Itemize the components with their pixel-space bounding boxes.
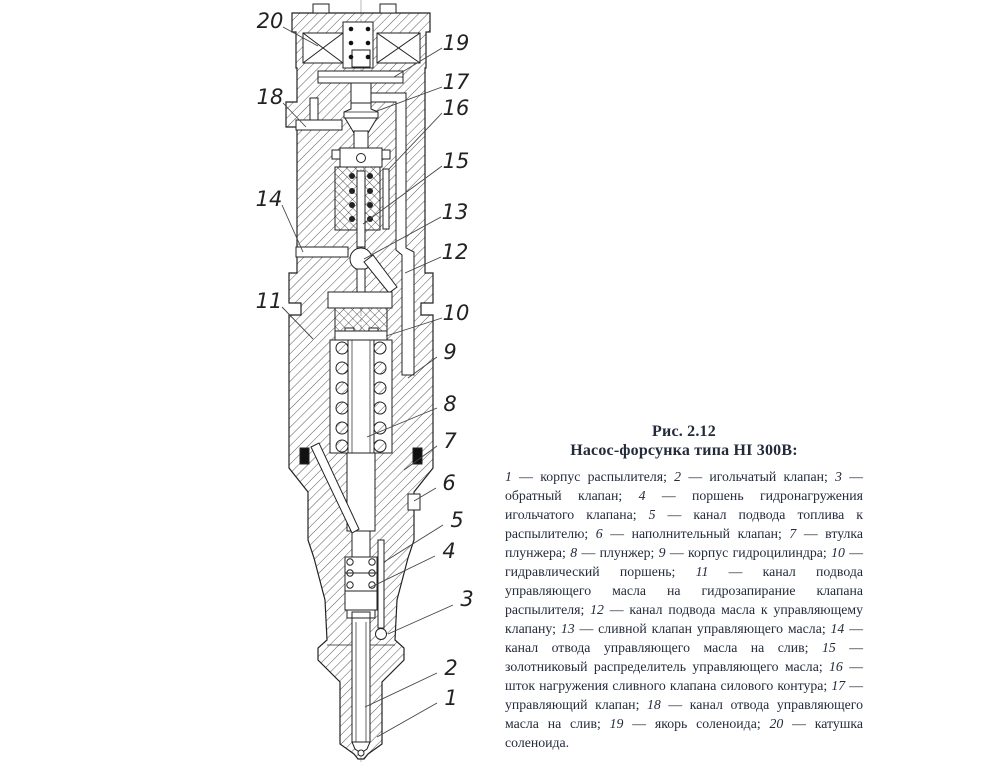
legend-item-num: 18: [647, 697, 661, 712]
callout-13: 13: [441, 200, 469, 224]
callout-4: 4: [442, 539, 456, 563]
legend-item-num: 9: [658, 545, 666, 560]
legend-item-num: 14: [830, 621, 845, 636]
callout-5: 5: [450, 508, 464, 532]
callout-6: 6: [442, 471, 456, 495]
callout-1: 1: [444, 686, 458, 710]
figure-title: Насос-форсунка типа HI 300В:: [570, 442, 798, 459]
callout-19: 19: [442, 31, 470, 55]
legend-item-num: 1: [505, 469, 512, 484]
callout-2: 2: [444, 656, 458, 680]
leader-line-1: [377, 703, 437, 737]
legend-item-num: 12: [590, 602, 604, 617]
callout-8: 8: [443, 392, 457, 416]
drain-channel-mid: [296, 247, 348, 257]
legend-item-num: 16: [829, 659, 843, 674]
filling-valve: [408, 494, 420, 510]
legend-item-num: 19: [609, 716, 624, 731]
figure-caption: [505, 423, 863, 752]
callout-3: 3: [460, 587, 474, 611]
callout-7: 7: [443, 429, 457, 453]
seal-right: [413, 448, 422, 464]
hydraulic-piston: [328, 292, 392, 340]
figure-label: Рис. 2.12: [652, 423, 716, 440]
legend-item-num: 8: [570, 545, 578, 560]
callout-15: 15: [442, 149, 470, 173]
callout-11: 11: [255, 289, 283, 313]
legend-item-num: 3: [835, 469, 842, 484]
leader-line-3: [388, 605, 453, 634]
legend-item-num: 6: [595, 526, 603, 541]
seal-left: [300, 448, 309, 464]
legend-item-num: 15: [821, 640, 836, 655]
legend-text: 1 — корпус распылителя; 2 — игольчатый клапан; 3 — обратный клапан; 4 — поршень гидронагружения игольчатого клапана; 5 — канал подвода топлива к распылителю; 6 — наполнительный клапан; 7 — втулка плунжера; 8 — плунжер; 9 — корпус гидроцилиндра; 10 — гидравлический поршень; 11 — канал подвода управляющего масла на гидрозапирание клапана распылителя; 12 — канал подвода масла к управляющему клапану; 13 — сливной клапан управляющего масла; 14 — канал отвода управляющего масла на слив; 15 — золотниковый распределитель управляющего масла; 16 — шток нагружения сливного клапана силового контура; 17 — управляющий клапан; 18 — канал отвода управляющего масла на слив; 19 — якорь соленоида; 20 — катушка соленоида.: [505, 469, 864, 750]
callout-16: 16: [442, 96, 470, 120]
legend-item-num: 13: [560, 621, 575, 636]
callout-20: 20: [256, 9, 284, 33]
callout-17: 17: [442, 70, 470, 94]
top-bolts: [313, 4, 396, 13]
needle-loading-piston: [345, 557, 377, 618]
legend-item-num: 2: [674, 469, 682, 484]
legend-item-num: 7: [789, 526, 797, 541]
callout-12: 12: [441, 240, 469, 264]
legend-item-num: 4: [638, 488, 646, 503]
legend-item-num: 5: [648, 507, 656, 522]
callout-9: 9: [443, 340, 457, 364]
legend-item-num: 11: [695, 564, 709, 579]
legend-item-num: 17: [831, 678, 846, 693]
plunger-spring: [330, 340, 392, 453]
callout-10: 10: [442, 301, 470, 325]
legend-item-num: 20: [769, 716, 784, 731]
legend-item-num: 10: [831, 545, 845, 560]
callout-14: 14: [255, 187, 283, 211]
callout-18: 18: [256, 85, 284, 109]
